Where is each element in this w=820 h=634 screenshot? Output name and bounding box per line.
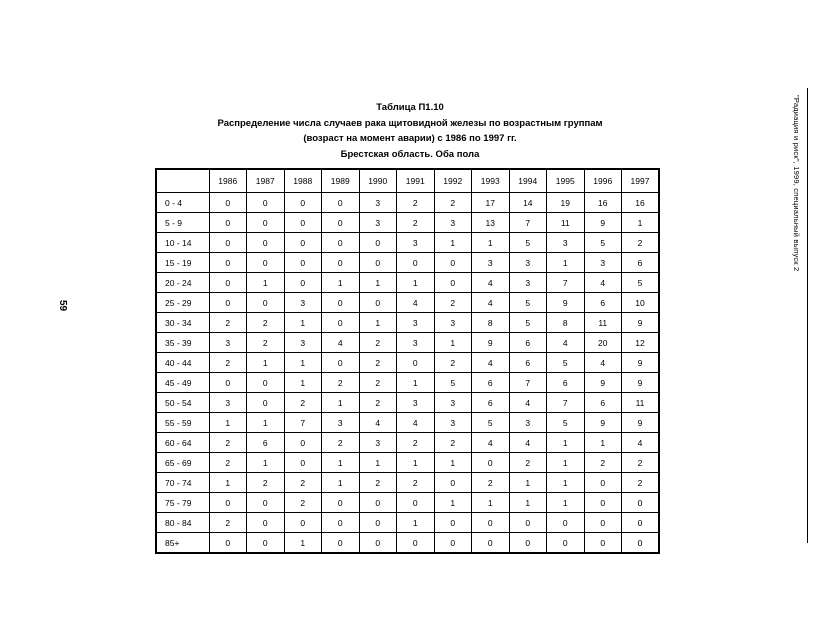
table-cell: 3: [209, 333, 247, 353]
table-cell: 1: [322, 473, 360, 493]
table-cell: 1: [434, 493, 472, 513]
table-cell: 11: [584, 313, 622, 333]
table-cell: 2: [209, 453, 247, 473]
table-cell: 9: [622, 313, 660, 333]
table-row: [156, 533, 659, 554]
table-cell: 0: [359, 293, 397, 313]
table-cell: 2: [322, 433, 360, 453]
table-cell: 2: [584, 453, 622, 473]
table-row: [156, 473, 659, 493]
table-cell: 0: [284, 233, 322, 253]
table-cell: 9: [584, 373, 622, 393]
table-cell: 0: [247, 253, 285, 273]
column-header-1992: 1992: [434, 169, 472, 193]
column-header-1991: 1991: [397, 169, 435, 193]
column-header-1988: 1988: [284, 169, 322, 193]
table-cell: 0: [359, 493, 397, 513]
table-cell: 0: [322, 313, 360, 333]
table-cell: 3: [434, 313, 472, 333]
table-cell: 3: [509, 253, 547, 273]
title-line-2: Распределение числа случаев рака щитовидной железы по возрастным группам: [217, 117, 603, 129]
table-cell: 4: [584, 353, 622, 373]
table-row: [156, 333, 659, 353]
table-cell: 2: [209, 313, 247, 333]
row-header-age-group: 55 - 59: [156, 413, 209, 433]
table-cell: 0: [209, 273, 247, 293]
table-cell: 0: [247, 493, 285, 513]
data-table-container: [155, 168, 658, 554]
table-cell: 0: [284, 253, 322, 273]
table-cell: 3: [397, 333, 435, 353]
table-cell: 4: [472, 273, 510, 293]
table-cell: 0: [209, 493, 247, 513]
table-cell: 0: [322, 533, 360, 554]
table-cell: 1: [547, 453, 585, 473]
table-cell: 0: [322, 193, 360, 213]
table-cell: 0: [247, 373, 285, 393]
table-cell: 5: [547, 413, 585, 433]
table-cell: 0: [434, 253, 472, 273]
table-cell: 3: [434, 413, 472, 433]
table-cell: 2: [622, 453, 660, 473]
table-cell: 6: [472, 393, 510, 413]
table-cell: 1: [472, 233, 510, 253]
table-cell: 0: [584, 493, 622, 513]
table-cell: 5: [509, 293, 547, 313]
table-cell: 4: [622, 433, 660, 453]
table-cell: 2: [434, 293, 472, 313]
table-cell: 0: [284, 193, 322, 213]
table-cell: 3: [322, 413, 360, 433]
table-cell: 2: [359, 333, 397, 353]
table-cell: 0: [247, 533, 285, 554]
table-cell: 0: [472, 453, 510, 473]
side-rule: [807, 88, 808, 543]
column-header-1996: 1996: [584, 169, 622, 193]
table-cell: 1: [284, 373, 322, 393]
table-cell: 1: [397, 373, 435, 393]
table-cell: 2: [509, 453, 547, 473]
table-cell: 4: [472, 433, 510, 453]
table-cell: 0: [434, 273, 472, 293]
table-cell: 1: [434, 453, 472, 473]
table-row: [156, 433, 659, 453]
table-cell: 20: [584, 333, 622, 353]
table-cell: 1: [359, 273, 397, 293]
row-header-age-group: 15 - 19: [156, 253, 209, 273]
table-cell: 0: [397, 353, 435, 373]
table-cell: 4: [472, 353, 510, 373]
table-row: [156, 193, 659, 213]
table-cell: 2: [397, 473, 435, 493]
table-cell: 6: [547, 373, 585, 393]
table-cell: 0: [359, 253, 397, 273]
table-cell: 8: [547, 313, 585, 333]
table-cell: 1: [397, 453, 435, 473]
row-header-age-group: 25 - 29: [156, 293, 209, 313]
table-cell: 2: [284, 393, 322, 413]
table-cell: 0: [622, 513, 660, 533]
table-cell: 0: [247, 193, 285, 213]
table-cell: 6: [472, 373, 510, 393]
table-cell: 0: [622, 533, 660, 554]
table-cell: 2: [209, 433, 247, 453]
table-cell: 0: [359, 533, 397, 554]
table-cell: 14: [509, 193, 547, 213]
table-cell: 0: [209, 293, 247, 313]
table-cell: 2: [359, 393, 397, 413]
table-cell: 7: [547, 273, 585, 293]
table-cell: 9: [584, 213, 622, 233]
thyroid-cancer-cases-table: [155, 168, 660, 554]
table-cell: 1: [247, 453, 285, 473]
table-cell: 2: [322, 373, 360, 393]
table-cell: 0: [509, 533, 547, 554]
table-cell: 0: [509, 513, 547, 533]
table-cell: 1: [547, 433, 585, 453]
table-cell: 0: [247, 233, 285, 253]
table-cell: 0: [322, 513, 360, 533]
table-cell: 0: [284, 453, 322, 473]
table-cell: 8: [472, 313, 510, 333]
table-row: [156, 273, 659, 293]
table-cell: 0: [397, 493, 435, 513]
table-cell: 1: [397, 273, 435, 293]
column-header-1994: 1994: [509, 169, 547, 193]
table-row: [156, 373, 659, 393]
table-cell: 1: [247, 353, 285, 373]
table-cell: 3: [434, 393, 472, 413]
table-cell: 5: [509, 233, 547, 253]
table-cell: 2: [284, 473, 322, 493]
title-line-1: Таблица П1.10: [376, 102, 444, 113]
table-cell: 17: [472, 193, 510, 213]
row-header-age-group: 65 - 69: [156, 453, 209, 473]
table-cell: 2: [247, 333, 285, 353]
title-line-4: Брестская область. Оба пола: [340, 148, 480, 160]
table-cell: 3: [359, 193, 397, 213]
table-cell: 0: [584, 533, 622, 554]
table-cell: 1: [509, 473, 547, 493]
page-number: 59: [57, 299, 69, 312]
table-cell: 1: [322, 393, 360, 413]
row-header-age-group: 5 - 9: [156, 213, 209, 233]
table-cell: 9: [622, 353, 660, 373]
table-cell: 2: [209, 353, 247, 373]
table-cell: 1: [247, 273, 285, 293]
table-cell: 0: [284, 213, 322, 233]
table-cell: 13: [472, 213, 510, 233]
page-title: [155, 100, 665, 162]
row-header-age-group: 75 - 79: [156, 493, 209, 513]
table-cell: 0: [322, 353, 360, 373]
table-cell: 5: [547, 353, 585, 373]
table-row: [156, 453, 659, 473]
table-cell: 6: [622, 253, 660, 273]
table-cell: 9: [622, 413, 660, 433]
table-cell: 1: [397, 513, 435, 533]
table-cell: 3: [284, 333, 322, 353]
table-cell: 3: [397, 393, 435, 413]
table-cell: 4: [509, 433, 547, 453]
table-cell: 2: [209, 513, 247, 533]
table-cell: 0: [209, 373, 247, 393]
table-cell: 1: [434, 333, 472, 353]
table-cell: 1: [209, 413, 247, 433]
table-row: [156, 213, 659, 233]
row-header-age-group: 30 - 34: [156, 313, 209, 333]
table-cell: 3: [359, 433, 397, 453]
table-cell: 0: [209, 533, 247, 554]
table-cell: 0: [284, 433, 322, 453]
table-cell: 3: [509, 413, 547, 433]
table-cell: 3: [359, 213, 397, 233]
table-cell: 3: [584, 253, 622, 273]
table-row: [156, 293, 659, 313]
table-cell: 1: [584, 433, 622, 453]
table-cell: 0: [547, 533, 585, 554]
table-cell: 0: [209, 233, 247, 253]
table-cell: 0: [472, 513, 510, 533]
row-header-age-group: 10 - 14: [156, 233, 209, 253]
table-cell: 0: [322, 213, 360, 233]
table-cell: 2: [397, 193, 435, 213]
table-cell: 0: [584, 473, 622, 493]
table-row: [156, 353, 659, 373]
table-cell: 4: [397, 293, 435, 313]
table-cell: 1: [547, 473, 585, 493]
table-cell: 2: [247, 473, 285, 493]
table-cell: 1: [434, 233, 472, 253]
table-cell: 1: [359, 313, 397, 333]
table-cell: 2: [359, 373, 397, 393]
table-cell: 0: [322, 233, 360, 253]
table-cell: 2: [434, 433, 472, 453]
running-head: [790, 95, 806, 355]
row-header-age-group: 85+: [156, 533, 209, 554]
table-header-row: [156, 169, 659, 193]
table-cell: 0: [247, 393, 285, 413]
row-header-age-group: 50 - 54: [156, 393, 209, 413]
table-cell: 2: [284, 493, 322, 513]
table-cell: 3: [509, 273, 547, 293]
table-cell: 1: [209, 473, 247, 493]
table-cell: 1: [472, 493, 510, 513]
table-cell: 6: [509, 333, 547, 353]
table-cell: 0: [584, 513, 622, 533]
table-cell: 3: [434, 213, 472, 233]
table-cell: 6: [584, 293, 622, 313]
column-header-1989: 1989: [322, 169, 360, 193]
table-cell: 0: [247, 513, 285, 533]
row-header-age-group: 20 - 24: [156, 273, 209, 293]
table-cell: 1: [247, 413, 285, 433]
table-cell: 7: [284, 413, 322, 433]
column-header-1987: 1987: [247, 169, 285, 193]
table-cell: 3: [472, 253, 510, 273]
row-header-age-group: 80 - 84: [156, 513, 209, 533]
table-cell: 4: [397, 413, 435, 433]
table-cell: 2: [359, 473, 397, 493]
table-cell: 16: [622, 193, 660, 213]
table-cell: 5: [509, 313, 547, 333]
table-cell: 4: [547, 333, 585, 353]
running-head-text: "Радиация и риск", 1999, специальный выпуск 2: [792, 95, 801, 272]
table-cell: 9: [472, 333, 510, 353]
column-header-1990: 1990: [359, 169, 397, 193]
table-cell: 0: [547, 513, 585, 533]
table-row: [156, 493, 659, 513]
table-cell: 2: [397, 213, 435, 233]
table-cell: 2: [397, 433, 435, 453]
table-cell: 0: [397, 253, 435, 273]
table-cell: 3: [547, 233, 585, 253]
table-cell: 1: [359, 453, 397, 473]
table-cell: 0: [434, 473, 472, 493]
table-cell: 1: [622, 213, 660, 233]
table-cell: 9: [584, 413, 622, 433]
table-cell: 0: [322, 253, 360, 273]
table-cell: 0: [209, 193, 247, 213]
table-cell: 2: [622, 473, 660, 493]
column-header-1995: 1995: [547, 169, 585, 193]
title-line-3: (возраст на момент аварии) с 1986 по 1997 гг.: [303, 133, 517, 145]
table-cell: 12: [622, 333, 660, 353]
table-cell: 0: [359, 513, 397, 533]
row-header-age-group: 0 - 4: [156, 193, 209, 213]
table-row: [156, 513, 659, 533]
table-cell: 1: [322, 273, 360, 293]
table-cell: 4: [359, 413, 397, 433]
table-cell: 9: [622, 373, 660, 393]
table-cell: 3: [397, 313, 435, 333]
table-cell: 1: [547, 253, 585, 273]
table-cell: 2: [434, 353, 472, 373]
table-cell: 0: [359, 233, 397, 253]
table-cell: 6: [509, 353, 547, 373]
column-header-1993: 1993: [472, 169, 510, 193]
table-cell: 5: [584, 233, 622, 253]
table-cell: 3: [397, 233, 435, 253]
table-cell: 1: [509, 493, 547, 513]
table-cell: 4: [509, 393, 547, 413]
table-row: [156, 413, 659, 433]
row-header-age-group: 40 - 44: [156, 353, 209, 373]
table-cell: 0: [472, 533, 510, 554]
row-header-age-group: 70 - 74: [156, 473, 209, 493]
table-cell: 1: [547, 493, 585, 513]
row-header-age-group: 35 - 39: [156, 333, 209, 353]
table-row: [156, 233, 659, 253]
table-row: [156, 393, 659, 413]
table-cell: 5: [622, 273, 660, 293]
table-cell: 0: [434, 513, 472, 533]
table-cell: 11: [547, 213, 585, 233]
table-cell: 0: [247, 213, 285, 233]
table-row: [156, 313, 659, 333]
table-cell: 7: [509, 373, 547, 393]
table-row: [156, 253, 659, 273]
table-cell: 9: [547, 293, 585, 313]
table-cell: 2: [434, 193, 472, 213]
table-cell: 0: [247, 293, 285, 313]
table-cell: 4: [584, 273, 622, 293]
table-cell: 7: [547, 393, 585, 413]
table-corner-cell: [156, 169, 209, 193]
table-cell: 1: [322, 453, 360, 473]
row-header-age-group: 60 - 64: [156, 433, 209, 453]
column-header-1986: 1986: [209, 169, 247, 193]
table-cell: 0: [397, 533, 435, 554]
table-cell: 0: [322, 293, 360, 313]
table-cell: 11: [622, 393, 660, 413]
table-cell: 4: [472, 293, 510, 313]
table-cell: 0: [622, 493, 660, 513]
table-cell: 4: [322, 333, 360, 353]
table-cell: 6: [247, 433, 285, 453]
row-header-age-group: 45 - 49: [156, 373, 209, 393]
table-cell: 0: [209, 213, 247, 233]
table-cell: 10: [622, 293, 660, 313]
table-cell: 19: [547, 193, 585, 213]
table-cell: 0: [284, 273, 322, 293]
table-cell: 1: [284, 353, 322, 373]
table-cell: 3: [209, 393, 247, 413]
column-header-1997: 1997: [622, 169, 660, 193]
table-cell: 0: [284, 513, 322, 533]
table-cell: 2: [622, 233, 660, 253]
table-cell: 7: [509, 213, 547, 233]
table-cell: 0: [322, 493, 360, 513]
table-body: [156, 193, 659, 554]
table-cell: 2: [359, 353, 397, 373]
table-cell: 5: [434, 373, 472, 393]
table-cell: 0: [434, 533, 472, 554]
table-cell: 6: [584, 393, 622, 413]
table-cell: 3: [284, 293, 322, 313]
table-cell: 2: [472, 473, 510, 493]
table-cell: 2: [247, 313, 285, 333]
table-cell: 1: [284, 533, 322, 554]
table-cell: 1: [284, 313, 322, 333]
table-cell: 0: [209, 253, 247, 273]
table-cell: 5: [472, 413, 510, 433]
table-cell: 16: [584, 193, 622, 213]
